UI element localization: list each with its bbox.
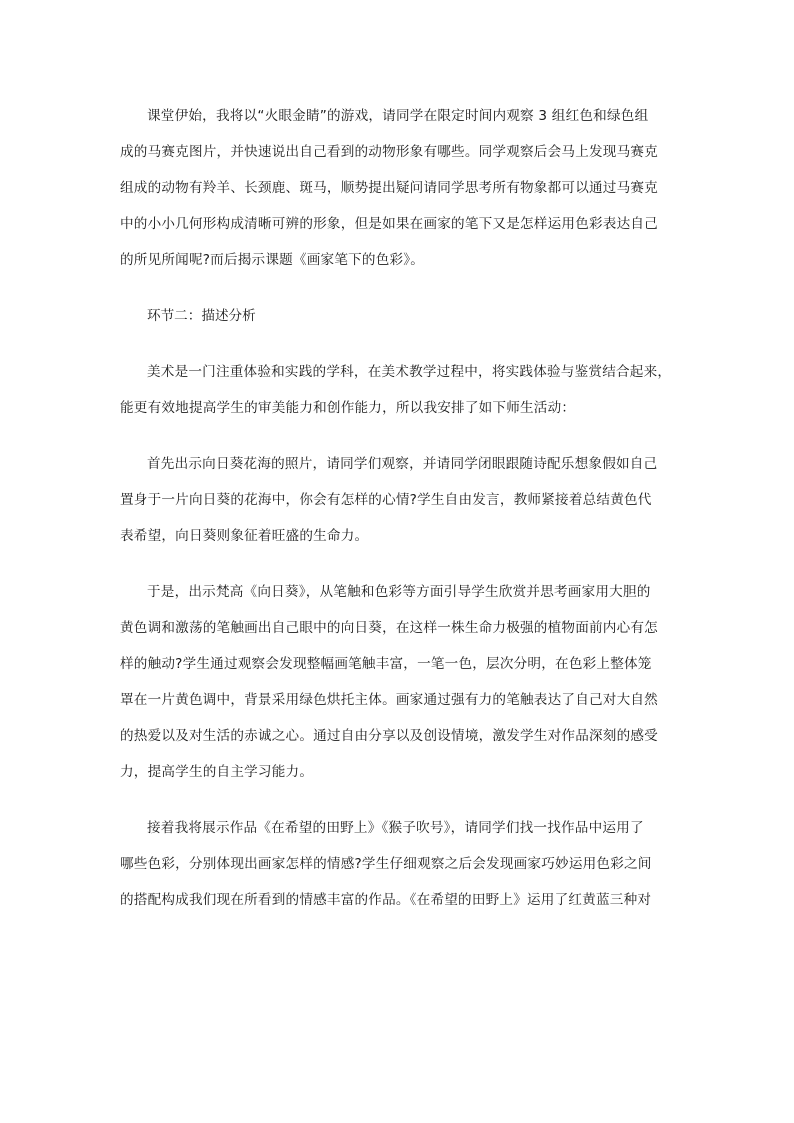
document-page (120, 98, 676, 938)
paragraph-intro (120, 98, 676, 278)
section-heading (120, 298, 676, 334)
paragraph-sunflower-photo (120, 446, 676, 554)
text-line: 接着我将展示作品《在希望的田野上》《猴子吹号》，请同学们找一找作品中运用了 (147, 820, 644, 836)
text-line: 能更有效地提高学生的审美能力和创作能力，所以我安排了如下师生活动： (120, 400, 576, 416)
text-line: 的所见所闻呢?而后揭示课题《画家笔下的色彩》。 (120, 252, 425, 268)
text-line: 中的小小几何形构成清晰可辨的形象，但是如果在画家的笔下又是怎样运用色彩表达自己 (120, 216, 658, 232)
text-line: 黄色调和激荡的笔触画出自己眼中的向日葵，在这样一株生命力极强的植物面前内心有怎 (120, 620, 658, 636)
section-heading-text: 环节二：描述分析 (147, 308, 256, 324)
text-line: 首先出示向日葵花海的照片，请同学们观察，并请同学闭眼跟随诗配乐想象假如自己 (147, 456, 658, 472)
text-line: 力，提高学生的自主学习能力。 (120, 764, 314, 780)
paragraph-artworks (120, 810, 676, 918)
paragraph-van-gogh (120, 574, 676, 790)
text-line: 的搭配构成我们现在所看到的情感丰富的作品。《在希望的田野上》运用了红黄蓝三种对 (120, 892, 652, 908)
text-line: 的热爱以及对生活的赤诚之心。通过自由分享以及创设情境，激发学生对作品深刻的感受 (120, 728, 658, 744)
text-line: 于是，出示梵高《向日葵》，从笔触和色彩等方面引导学生欣赏并思考画家用大胆的 (147, 584, 651, 600)
text-line: 表希望，向日葵则象征着旺盛的生命力。 (120, 528, 369, 544)
text-line: 美术是一门注重体验和实践的学科，在美术教学过程中，将实践体验与鉴赏结合起来， (147, 364, 672, 380)
text-line: 组成的动物有羚羊、长颈鹿、斑马，顺势提出疑问请同学思考所有物象都可以通过马赛克 (120, 180, 658, 196)
paragraph-art-principle (120, 354, 676, 426)
text-line: 课堂伊始，我将以“火眼金睛”的游戏，请同学在限定时间内观察 3 组红色和绿色组 (147, 108, 649, 124)
text-line: 样的触动?学生通过观察会发现整幅画笔触丰富，一笔一色，层次分明，在色彩上整体笼 (120, 656, 652, 672)
text-line: 置身于一片向日葵的花海中，你会有怎样的心情?学生自由发言，教师紧接着总结黄色代 (120, 492, 652, 508)
text-line: 成的马赛克图片，并快速说出自己看到的动物形象有哪些。同学观察后会马上发现马赛克 (120, 144, 658, 160)
text-line: 罩在一片黄色调中，背景采用绿色烘托主体。画家通过强有力的笔触表达了自己对大自然 (120, 692, 658, 708)
text-line: 哪些色彩，分别体现出画家怎样的情感?学生仔细观察之后会发现画家巧妙运用色彩之间 (120, 856, 652, 872)
